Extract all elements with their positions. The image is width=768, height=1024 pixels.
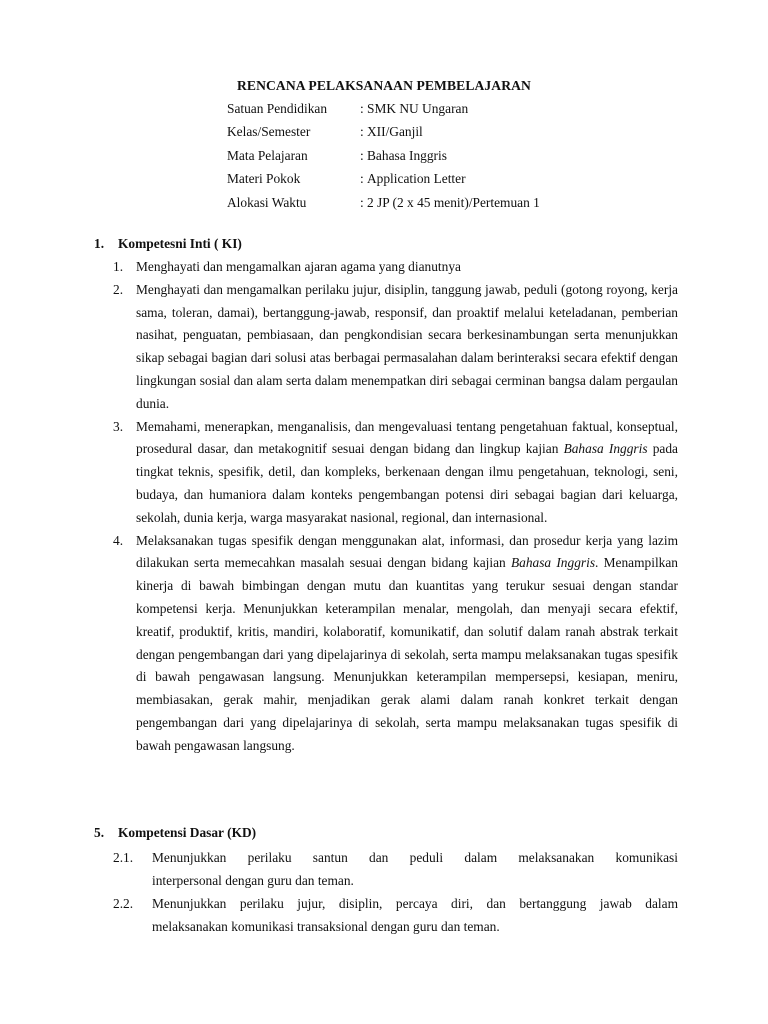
list-item-number: 2. bbox=[113, 281, 124, 297]
list-item-number: 2.1. bbox=[113, 850, 134, 865]
kd-list bbox=[113, 846, 678, 938]
list-item-number: 1. bbox=[113, 259, 124, 274]
ki-list bbox=[113, 256, 678, 758]
meta-sep: : bbox=[360, 194, 364, 210]
meta-table bbox=[227, 100, 540, 217]
list-item-text bbox=[136, 530, 678, 758]
meta-sep: : bbox=[360, 171, 364, 187]
meta-label: Alokasi Waktu bbox=[227, 194, 307, 210]
meta-sep: : bbox=[360, 124, 364, 140]
kd-heading-number: 5. bbox=[94, 825, 105, 840]
meta-value: Bahasa Inggris bbox=[367, 147, 447, 163]
meta-label: Mata Pelajaran bbox=[227, 147, 308, 163]
list-item-text bbox=[152, 846, 678, 892]
list-item bbox=[113, 530, 678, 758]
italic-subject: Bahasa Inggris bbox=[563, 441, 648, 457]
list-item-number: 4. bbox=[113, 532, 124, 548]
ki-heading-number: 1. bbox=[94, 236, 105, 251]
meta-row-alokasi bbox=[227, 194, 540, 217]
text-line: melaksanakan komunikasi transaksional dengan guru dan teman. bbox=[152, 919, 500, 934]
meta-label: Satuan Pendidikan bbox=[227, 101, 328, 116]
kd-heading bbox=[94, 824, 256, 842]
list-item bbox=[113, 279, 678, 416]
meta-row-mapel bbox=[227, 147, 540, 170]
meta-value: 2 JP (2 x 45 menit)/Pertemuan 1 bbox=[367, 194, 540, 210]
text-line: interpersonal dengan guru dan teman. bbox=[152, 873, 354, 888]
meta-row-satuan bbox=[227, 100, 540, 123]
list-item-text bbox=[136, 416, 678, 530]
text-run: Memahami, menerapkan, menganalisis, dan mengevaluasi tentang pengetahuan faktual, konseptual, prosedural dasar, dan metakognitif sesuai dengan bidang dan lingkup kajian bbox=[136, 418, 678, 457]
list-item-number: 2.2. bbox=[113, 896, 134, 911]
meta-value: Application Letter bbox=[367, 171, 466, 187]
text-run: pada tingkat teknis, spesifik, detil, dan kompleks, berkenaan dengan ilmu pengetahuan, teknologi, seni, budaya, dan humaniora dalam konteks pengembangan potensi diri sebagai bagian dari keluarga, sekolah, dunia kerja, warga masyarakat nasional, regional, dan internasional. bbox=[136, 441, 678, 525]
text-run: Melaksanakan tugas spesifik dengan menggunakan alat, informasi, dan prosedur kerja yang lazim dilakukan serta memecahkan masalah sesuai dengan bidang kajian bbox=[136, 532, 678, 571]
meta-label: Materi Pokok bbox=[227, 171, 301, 187]
text-line: Menunjukkan perilaku santun dan peduli dalam melaksanakan komunikasi bbox=[152, 850, 678, 865]
italic-subject: Bahasa Inggris bbox=[510, 555, 596, 571]
meta-row-kelas bbox=[227, 123, 540, 146]
list-item-text: Menghayati dan mengamalkan ajaran agama yang dianutnya bbox=[136, 259, 461, 274]
text-line: Menunjukkan perilaku jujur, disiplin, percaya diri, dan bertanggung jawab dalam bbox=[152, 896, 678, 911]
meta-sep: : bbox=[360, 101, 364, 116]
meta-value: XII/Ganjil bbox=[367, 124, 423, 140]
text-run: . Menampilkan kinerja di bawah bimbingan dengan mutu dan kuantitas yang terukur sesuai dengan standar kompetensi kerja. Menunjukkan keterampilan menalar, mengolah, dan menyaji secara efektif, kreatif, produktif, kritis, mandiri, kolaboratif, komunikatif, dan solutif dalam ranah abstrak terkait dengan pengembangan dari yang dipelajarinya di sekolah, serta mampu melaksanakan tugas spesifik di bawah pengawasan langsung. Menunjukkan keterampilan mempersepsi, kesiapan, meniru, membiasakan, gerak mahir, menjadikan gerak alami dalam ranah konkret terkait dengan pengembangan dari yang dipelajarinya di sekolah, serta mampu melaksanakan tugas spesifik di bawah pengawasan langsung. bbox=[136, 555, 678, 753]
meta-value: SMK NU Ungaran bbox=[367, 101, 469, 116]
list-item bbox=[113, 846, 678, 892]
list-item-text bbox=[152, 892, 678, 938]
page-title: RENCANA PELAKSANAAN PEMBELAJARAN bbox=[237, 78, 531, 93]
meta-sep: : bbox=[360, 147, 364, 163]
list-item bbox=[113, 416, 678, 530]
ki-heading-text: Kompetesni Inti ( KI) bbox=[118, 236, 242, 251]
list-item-number: 3. bbox=[113, 418, 124, 434]
list-item bbox=[113, 892, 678, 938]
ki-heading bbox=[94, 235, 242, 253]
meta-row-materi bbox=[227, 170, 540, 193]
kd-heading-text: Kompetensi Dasar (KD) bbox=[118, 825, 257, 840]
meta-label: Kelas/Semester bbox=[227, 124, 311, 140]
list-item-text: Menghayati dan mengamalkan perilaku jujur, disiplin, tanggung jawab, peduli (gotong royong, kerja sama, toleran, damai), bertanggung-jawab, responsif, dan proaktif melalui keteladanan, pemberian nasihat, penguatan, pembiasaan, dan pengkondisian secara berkesinambungan serta menunjukkan sikap sebagai bagian dari solusi atas berbagai permasalahan dalam berinteraksi secara efektif dengan lingkungan sosial dan alam serta dalam menempatkan diri sebagai cerminan bangsa dalam pergaulan dunia. bbox=[136, 281, 678, 411]
list-item bbox=[113, 256, 678, 279]
